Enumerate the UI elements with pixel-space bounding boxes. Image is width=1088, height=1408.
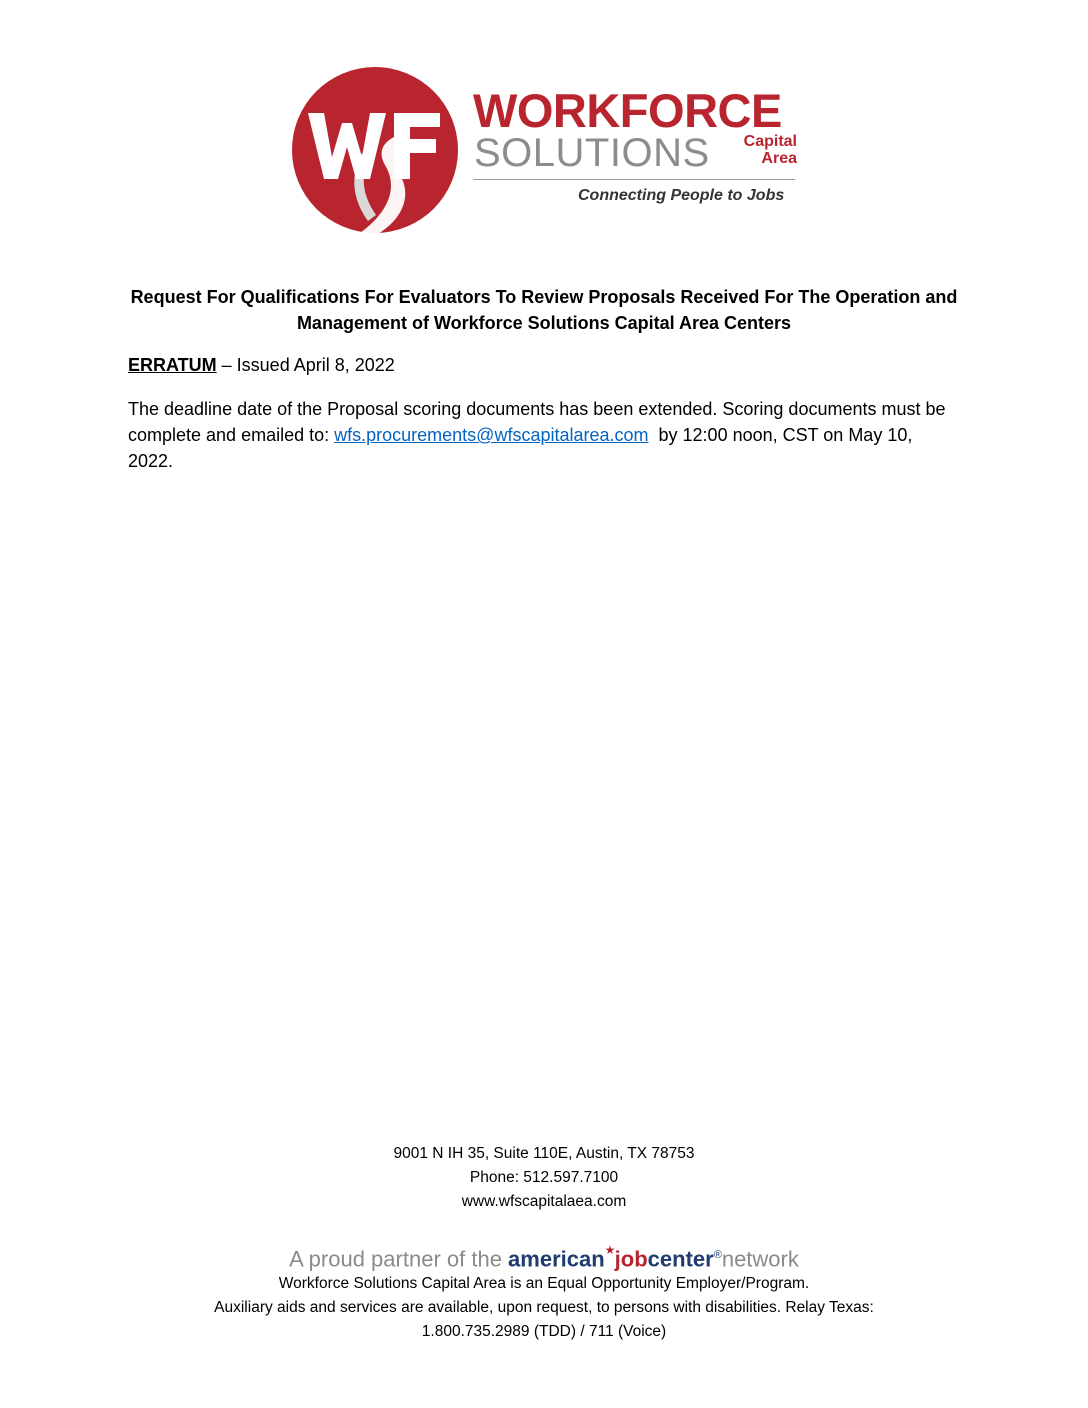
footer-phone: Phone: 512.597.7100 xyxy=(469,1169,619,1186)
auxiliary-aids-line: Auxiliary aids and services are available, upon request, to persons with disabilities. Relay Texas: xyxy=(214,1299,874,1316)
ajc-center: center xyxy=(647,1246,714,1272)
logo-sub-capital: Capital xyxy=(743,133,797,150)
logo-wordmark xyxy=(473,84,803,227)
partner-prefix: A proud partner of the xyxy=(289,1246,509,1272)
eeo-statement xyxy=(0,1272,1088,1344)
logo-tagline: Connecting People to Jobs xyxy=(578,187,785,204)
document-title: Request For Qualifications For Evaluators To Review Proposals Received For The Operation and Management of Workforce Solutions Capital Area Centers xyxy=(130,287,958,333)
eeo-line: Workforce Solutions Capital Area is an Equal Opportunity Employer/Program. xyxy=(278,1275,810,1292)
ajc-american: american xyxy=(508,1246,605,1272)
deadline-notice xyxy=(128,396,958,474)
footer-address: 9001 N IH 35, Suite 110E, Austin, TX 78753 xyxy=(393,1145,695,1162)
notice-text-after: by 12:00 noon, CST on May 10, 2022. xyxy=(128,425,918,471)
ajc-job: job xyxy=(614,1246,648,1272)
wf-logo-mark-icon xyxy=(290,65,460,235)
procurement-email-link[interactable]: wfs.procurements@wfscapitalarea.com xyxy=(334,425,649,445)
partner-suffix: network xyxy=(721,1246,799,1272)
erratum-line xyxy=(128,352,395,378)
logo-capital-area xyxy=(725,133,797,167)
logo-word-workforce: WORKFORCE xyxy=(473,84,782,137)
relay-texas-line: 1.800.735.2989 (TDD) / 711 (Voice) xyxy=(421,1323,667,1340)
logo-sub-area: Area xyxy=(761,150,797,167)
logo-divider xyxy=(473,179,795,180)
logo-word-solutions: SOLUTIONS xyxy=(474,131,710,175)
footer-contact xyxy=(0,1142,1088,1214)
registered-mark-icon: ® xyxy=(713,1249,722,1261)
workforce-solutions-logo xyxy=(290,65,810,235)
footer-website: www.wfscapitalaea.com xyxy=(461,1193,627,1210)
erratum-label: ERRATUM xyxy=(128,355,217,375)
ajc-star-icon: ★ xyxy=(604,1243,616,1258)
notice-text-before: The deadline date of the Proposal scoring documents has been extended. Scoring documents must be complete and emailed to: xyxy=(128,399,946,445)
erratum-issued-date: – Issued April 8, 2022 xyxy=(216,355,395,375)
